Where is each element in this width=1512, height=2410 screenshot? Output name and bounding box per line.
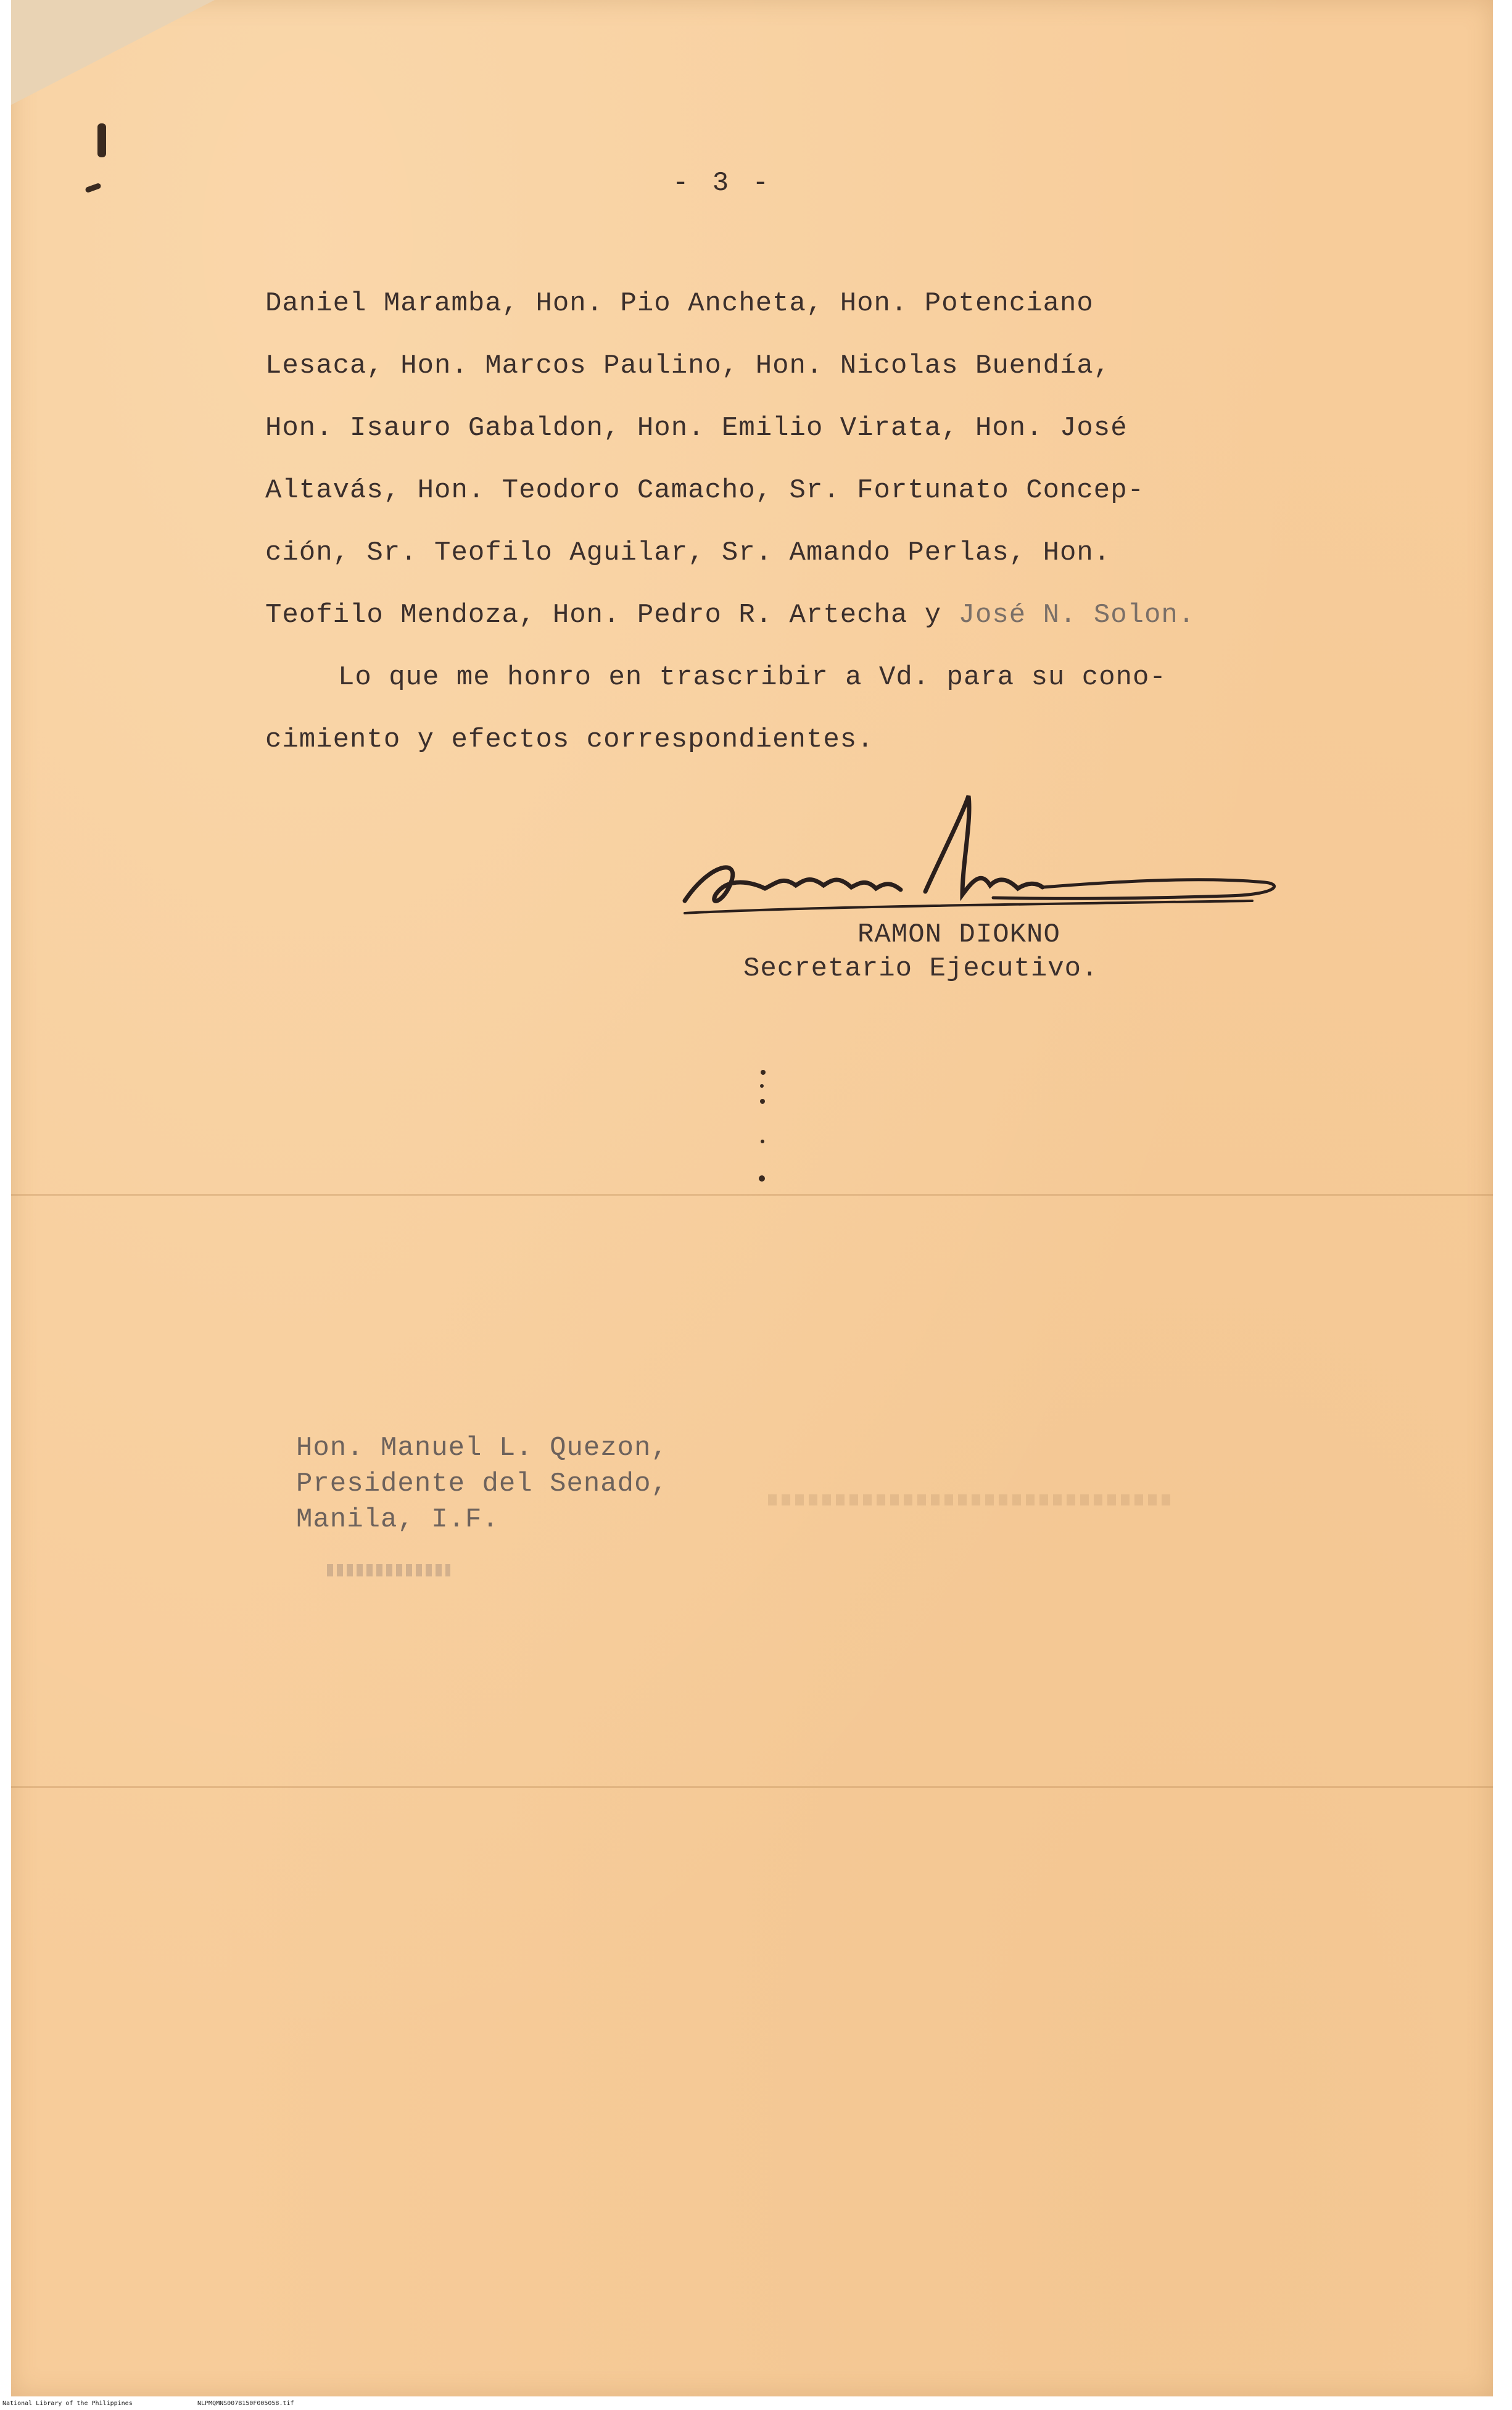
scan-footer — [0, 2397, 1512, 2410]
fold-line — [11, 1194, 1493, 1196]
footer-filename: NLPMQMNS007B150F005058.tif — [197, 2400, 294, 2407]
letter-body — [265, 285, 1326, 784]
body-line: ción, Sr. Teofilo Aguilar, Sr. Amando Perlas, Hon. — [265, 537, 1111, 568]
ink-mark — [97, 123, 106, 157]
addressee-line: Hon. Manuel L. Quezon, — [296, 1433, 668, 1464]
ink-dots — [758, 1067, 767, 1191]
addressee-block — [296, 1430, 668, 1538]
body-line: Altavás, Hon. Teodoro Camacho, Sr. Fortunato Concep- — [265, 475, 1145, 506]
body-line: Hon. Isauro Gabaldon, Hon. Emilio Virata, Hon. José — [265, 413, 1128, 444]
body-line-text: Teofilo Mendoza, Hon. Pedro R. Artecha y — [265, 600, 959, 631]
body-line: Daniel Maramba, Hon. Pio Ancheta, Hon. Potenciano — [265, 288, 1094, 319]
addressee-line: Manila, I.F. — [296, 1504, 499, 1535]
ink-mark — [85, 183, 102, 193]
struck-through-text — [327, 1564, 450, 1576]
footer-source: National Library of the Philippines — [2, 2400, 133, 2407]
faded-name: José N. Solon. — [958, 600, 1196, 631]
signer-title: Secretario Ejecutivo. — [743, 953, 1099, 984]
fold-line — [11, 1786, 1493, 1788]
faint-typing-trace — [768, 1494, 1175, 1505]
torn-corner — [11, 0, 215, 105]
handwritten-signature — [672, 790, 1295, 932]
closing-line: cimiento y efectos correspondientes. — [265, 724, 874, 755]
addressee-line: Presidente del Senado, — [296, 1468, 668, 1499]
body-line-last — [265, 597, 1326, 659]
signer-name: RAMON DIOKNO — [857, 919, 1060, 950]
closing-line: Lo que me honro en trascribir a Vd. para su cono- — [338, 662, 1167, 693]
body-line: Lesaca, Hon. Marcos Paulino, Hon. Nicolas Buendía, — [265, 350, 1111, 381]
page-number: - 3 - — [672, 168, 773, 199]
